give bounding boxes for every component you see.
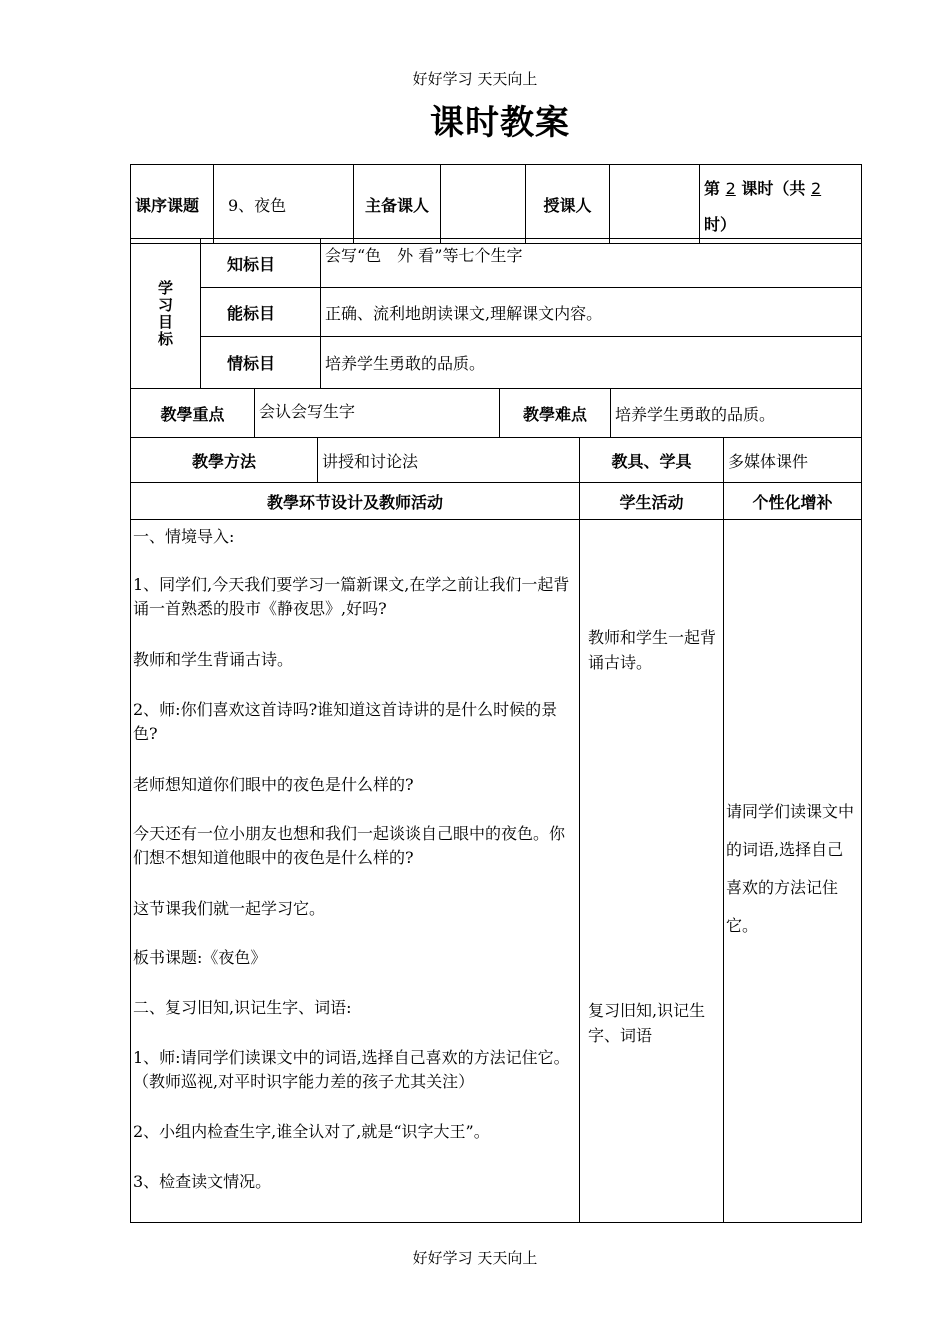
teacher-line: 一、情境导入: bbox=[133, 527, 235, 546]
teacher-activity-cell bbox=[131, 520, 580, 1223]
goal-text-ability: 正确、流利地朗读课文,理解课文内容。 bbox=[321, 288, 862, 337]
goal-label-emotion: 情标目 bbox=[201, 337, 321, 389]
process-header-teacher: 教學环节设计及教师活动 bbox=[131, 483, 580, 520]
student-line: 教师和学生一起背诵古诗。 bbox=[588, 628, 717, 672]
difficult-point-label: 教學难点 bbox=[500, 389, 611, 438]
extra-text: 请同学们读课文中的词语,选择自己喜欢的方法记住它。 bbox=[726, 802, 855, 935]
lead-label: 主备课人 bbox=[354, 165, 441, 244]
student-activity-cell bbox=[580, 520, 724, 1223]
period-total: 2 bbox=[810, 179, 822, 198]
teacher-label: 授课人 bbox=[526, 165, 610, 244]
key-point-value: 会认会写生字 bbox=[255, 389, 500, 438]
tools-label: 教具、学具 bbox=[580, 438, 724, 483]
goals-section-label: 学习目标 bbox=[131, 239, 201, 389]
method-value: 讲授和讨论法 bbox=[318, 438, 580, 483]
header-note: 好好学习 天天向上 bbox=[412, 70, 538, 88]
teacher-line: 二、复习旧知,识记生字、词语: bbox=[133, 998, 352, 1017]
period-number: 2 bbox=[725, 179, 736, 198]
teacher-line: 1、师:请同学们读课文中的词语,选择自己喜欢的方法记住它。（教师巡视,对平时识字能力差的孩子尤其关注） bbox=[133, 1048, 570, 1091]
teacher-line: 板书课题:《夜色》 bbox=[133, 948, 267, 967]
teacher-line: 1、同学们,今天我们要学习一篇新课文,在学之前让我们一起背诵一首熟悉的股市《静夜思》,好吗? bbox=[133, 575, 570, 618]
footer-note: 好好学习 天天向上 bbox=[412, 1249, 538, 1267]
tools-value: 多媒体课件 bbox=[724, 438, 862, 483]
teacher-line: 3、检查读文情况。 bbox=[133, 1172, 272, 1191]
method-table bbox=[130, 437, 862, 483]
teacher-line: 教师和学生背诵古诗。 bbox=[133, 650, 294, 669]
key-point-label: 教學重点 bbox=[131, 389, 255, 438]
method-label: 教學方法 bbox=[131, 438, 318, 483]
topic-value: 9、夜色 bbox=[214, 165, 354, 244]
period-prefix: 第 bbox=[704, 179, 721, 198]
student-line: 复习旧知,识记生字、词语 bbox=[588, 1001, 706, 1045]
process-table bbox=[130, 482, 862, 1223]
process-header-student: 学生活动 bbox=[580, 483, 724, 520]
teacher-line: 这节课我们就一起学习它。 bbox=[133, 899, 326, 918]
goal-text-knowledge: 会写“色 外 看”等七个生字 bbox=[321, 239, 862, 288]
teacher-line: 2、师:你们喜欢这首诗吗?谁知道这首诗讲的是什么时候的景色? bbox=[133, 700, 558, 743]
goal-label-knowledge: 知标目 bbox=[201, 239, 321, 288]
teacher-line: 今天还有一位小朋友也想和我们一起谈谈自己眼中的夜色。你们想不想知道他眼中的夜色是什么样的? bbox=[133, 824, 566, 867]
process-header-extra: 个性化增补 bbox=[724, 483, 862, 520]
period-mid: 课时（共 bbox=[741, 179, 806, 198]
teacher-line: 2、小组内检查生字,谁全认对了,就是“识字大王”。 bbox=[133, 1122, 490, 1141]
difficult-point-value: 培养学生勇敢的品质。 bbox=[611, 389, 862, 438]
teacher-value bbox=[610, 165, 700, 244]
period-cell bbox=[700, 165, 862, 244]
focus-table bbox=[130, 388, 862, 438]
info-table bbox=[130, 164, 862, 244]
goals-table bbox=[130, 238, 862, 389]
extra-cell bbox=[724, 520, 862, 1223]
topic-label: 课序课题 bbox=[131, 165, 214, 244]
goal-label-ability: 能标目 bbox=[201, 288, 321, 337]
page-title: 课时教案 bbox=[430, 103, 570, 143]
period-suffix: 时） bbox=[704, 215, 737, 234]
teacher-line: 老师想知道你们眼中的夜色是什么样的? bbox=[133, 775, 414, 794]
lead-value bbox=[441, 165, 526, 244]
goal-text-emotion: 培养学生勇敢的品质。 bbox=[321, 337, 862, 389]
